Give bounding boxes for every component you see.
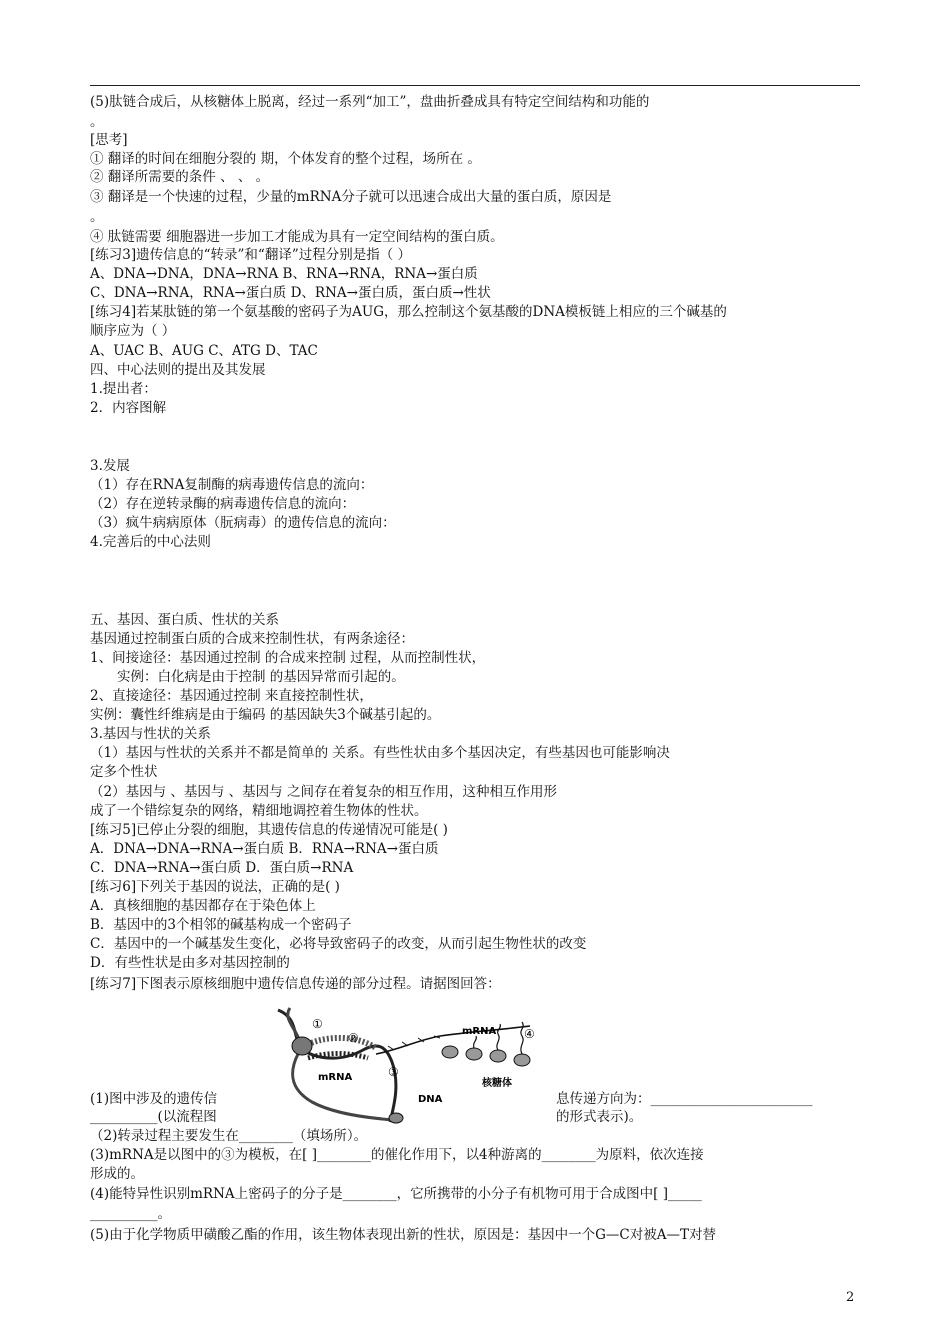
text-line: （1）存在RNA复制酶的病毒遗传信息的流向：	[90, 477, 374, 493]
label-ribosome: 核糖体	[482, 1078, 512, 1089]
text-line: (3)mRNA是以图中的③为模板，在[ ]________的催化作用下，以4种游离的________为原料，依次连接	[90, 1147, 704, 1163]
text-line: 3.发展	[90, 458, 130, 474]
label-circle-2: ②	[348, 1031, 359, 1045]
text-line: (4)能特异性识别mRNA上密码子的分子是________，它所携带的小分子有机物可用于合成图中[ ]_____	[90, 1186, 702, 1202]
ribosome	[442, 1046, 458, 1058]
exercise-3-question: [练习3]遗传信息的“转录”和“翻译”过程分别是指（ ）	[90, 247, 412, 263]
q1-left-b: __________(以流程图	[90, 1109, 217, 1125]
exercise-4-question: [练习4]若某肽链的第一个氨基酸的密码子为AUG，那么控制这个氨基酸的DNA模板链上相应的三个碱基的	[90, 304, 727, 320]
text-line: 1、间接途径：基因通过控制 的合成来控制 过程，从而控制性状，	[90, 650, 486, 666]
label-mrna-top: mRNA	[462, 1026, 497, 1037]
peptide-chain	[474, 1036, 477, 1048]
q1-right-a: 息传递方向为：________________________	[556, 1091, 813, 1107]
exercise-6-option: D．有些性状是由多对基因控制的	[90, 955, 290, 971]
exercise-6-option: A．真核细胞的基因都存在于染色体上	[90, 898, 316, 914]
text-line: 。	[90, 209, 104, 225]
text-line: 基因通过控制蛋白质的合成来控制性状，有两条途径：	[90, 631, 414, 647]
label-mrna-mid: mRNA	[318, 1072, 353, 1083]
text-line: (5)肽链合成后，从核糖体上脱离，经过一系列“加工”，盘曲折叠成具有特定空间结构和功能的	[90, 94, 650, 110]
exercise-4-question: 顺序应为（ ）	[90, 323, 176, 339]
text-line: ④ 肽链需要 细胞器进一步加工才能成为具有一定空间结构的蛋白质。	[90, 229, 504, 245]
ribosome	[490, 1050, 506, 1062]
text-line: 定多个性状	[90, 764, 158, 780]
text-line: 实例：白化病是由于控制 的基因异常而引起的。	[117, 669, 405, 685]
diagram-svg	[268, 1006, 548, 1130]
text-line: （2）基因与 、基因与 、基因与 之间存在着复杂的相互作用，这种相互作用形	[90, 784, 557, 800]
text-line: （2)转录过程主要发生在________（填场所）。	[90, 1128, 368, 1144]
text-line: 实例：囊性纤维病是由于编码 的基因缺失3个碱基引起的。	[90, 707, 441, 723]
text-line: 形成的。	[90, 1166, 144, 1182]
label-circle-4: ④	[524, 1027, 535, 1041]
text-line: 。	[90, 114, 104, 130]
exercise-6-option: C．基因中的一个碱基发生变化，必将导致密码子的改变，从而引起生物性状的改变	[90, 936, 587, 952]
text-line: 2．内容图解	[90, 400, 167, 416]
text-line: （2）存在逆转录酶的病毒遗传信息的流向：	[90, 496, 356, 512]
text-line: 成了一个错综复杂的网络，精细地调控着生物体的性状。	[90, 803, 428, 819]
exercise-5-options: C．DNA→RNA→蛋白质 D．蛋白质→RNA	[90, 860, 354, 876]
page-number: 2	[846, 1290, 855, 1305]
text-line: （1）基因与性状的关系并不都是简单的 关系。有些性状由多个基因决定，有些基因也可能影响决	[90, 745, 670, 761]
exercise-4-options: A、UAC B、AUG C、ATG D、TAC	[90, 343, 318, 359]
dna-end	[389, 1113, 403, 1123]
text-line: 2、直接途径：基因通过控制 来直接控制性状，	[90, 688, 373, 704]
text-line: 3.基因与性状的关系	[90, 726, 211, 742]
label-circle-1: ①	[312, 1017, 323, 1031]
exercise-6-question: [练习6]下列关于基因的说法，正确的是( )	[90, 879, 340, 895]
ribosome	[514, 1054, 530, 1066]
exercise-5-options: A．DNA→DNA→RNA→蛋白质 B．RNA→RNA→蛋白质	[90, 841, 439, 857]
text-line: 4.完善后的中心法则	[90, 534, 211, 550]
dna-strand-a	[278, 1010, 396, 1122]
q1-left-a: (1)图中涉及的遗传信	[90, 1091, 218, 1107]
text-line: __________。	[90, 1206, 171, 1222]
exercise-5-question: [练习5]已停止分裂的细胞，其遗传信息的传递情况可能是( )	[90, 822, 448, 838]
transcription-translation-diagram	[268, 1006, 548, 1130]
exercise-6-option: B．基因中的3个相邻的碱基构成一个密码子	[90, 917, 352, 933]
exercise-3-options: C、DNA→RNA，RNA→蛋白质 D、RNA→蛋白质，蛋白质→性状	[90, 285, 491, 301]
text-line: ① 翻译的时间在细胞分裂的 期，个体发育的整个过程，场所在 。	[90, 151, 481, 167]
text-line: (5)由于化学物质甲磺酸乙酯的作用，该生物体表现出新的性状，原因是：基因中一个G—C对被A—T对替	[90, 1227, 716, 1243]
dna-strand-b	[288, 1008, 394, 1120]
section-heading: 四、中心法则的提出及其发展	[90, 362, 266, 378]
exercise-7-question: [练习7]下图表示原核细胞中遗传信息传递的部分过程。请据图回答：	[90, 976, 501, 992]
label-dna: DNA	[418, 1094, 443, 1105]
header-rule	[90, 85, 860, 86]
q1-right-b: 的形式表示)。	[556, 1109, 643, 1125]
text-line: ② 翻译所需要的条件 、 、 。	[90, 169, 270, 185]
peptide-chain	[497, 1024, 501, 1050]
text-line: 1.提出者：	[90, 381, 157, 397]
rna-polymerase	[292, 1037, 312, 1055]
exercise-3-options: A、DNA→DNA，DNA→RNA B、RNA→RNA，RNA→蛋白质	[90, 266, 478, 282]
text-line: ③ 翻译是一个快速的过程，少量的mRNA分子就可以迅速合成出大量的蛋白质，原因是	[90, 189, 612, 205]
label-circle-3: ③	[388, 1065, 399, 1079]
ribosome	[466, 1048, 482, 1060]
section-heading: 五、基因、蛋白质、性状的关系	[90, 612, 279, 628]
section-label-thinking: [思考]	[90, 132, 128, 148]
dna-rungs	[304, 1038, 376, 1048]
text-line: （3）疯牛病病原体（朊病毒）的遗传信息的流向：	[90, 515, 396, 531]
